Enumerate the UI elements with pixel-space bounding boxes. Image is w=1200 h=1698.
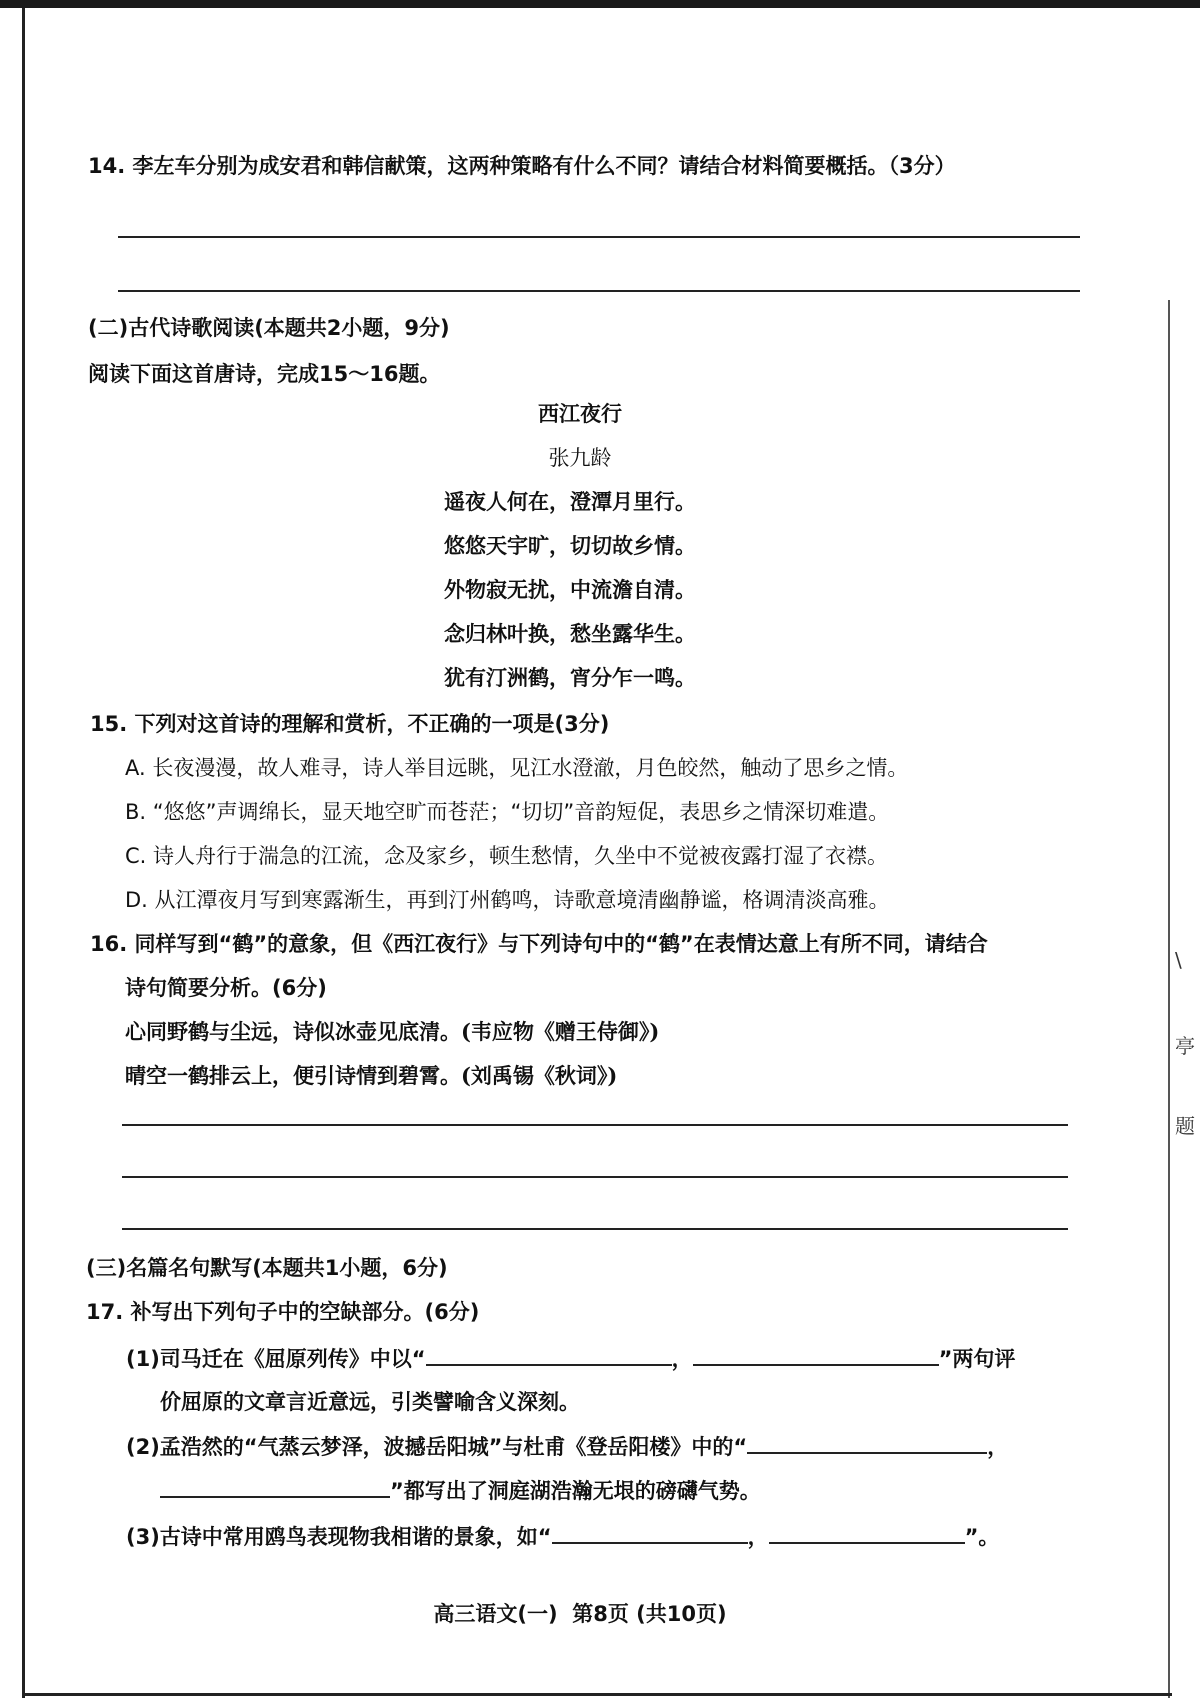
poem-line: 犹有汀洲鹤，宵分乍一鸣。	[444, 665, 696, 690]
fill-blank[interactable]	[552, 1522, 748, 1544]
answer-line[interactable]	[118, 236, 1080, 238]
poem-line: 悠悠天宇旷，切切故乡情。	[444, 533, 696, 558]
question-17-part-1	[126, 1344, 1015, 1373]
answer-line[interactable]	[118, 290, 1080, 292]
part-3-prefix: (3)古诗中常用鸥鸟表现物我相谐的景象，如“	[126, 1525, 552, 1549]
question-15: 15. 下列对这首诗的理解和赏析，不正确的一项是(3分)	[90, 712, 610, 736]
option-d: D. 从江潭夜月写到寒露渐生，再到汀州鹤鸣，诗歌意境清幽静谧，格调清淡高雅。	[125, 888, 890, 912]
question-17-part-1-cont: 价屈原的文章言近意远，引类譬喻含义深刻。	[160, 1390, 580, 1414]
question-17-part-2	[126, 1432, 1008, 1461]
poem-author: 张九龄	[548, 446, 612, 470]
question-17-part-3	[126, 1522, 999, 1551]
fill-blank[interactable]	[160, 1476, 390, 1498]
question-14: 14. 李左车分别为成安君和韩信献策，这两种策略有什么不同？请结合材料简要概括。（3分）	[88, 154, 956, 178]
part-2-suffix: ”都写出了洞庭湖浩瀚无垠的磅礴气势。	[390, 1479, 761, 1503]
answer-line[interactable]	[122, 1176, 1068, 1178]
blank-separator: ，	[987, 1435, 1009, 1459]
question-16-cont: 诗句简要分析。(6分)	[125, 976, 327, 1000]
scan-left-border	[22, 8, 25, 1698]
answer-line[interactable]	[122, 1124, 1068, 1126]
question-17-part-2-cont	[160, 1476, 761, 1505]
scan-top-border	[0, 0, 1200, 8]
poem-line: 念归林叶换，愁坐露华生。	[444, 621, 696, 646]
blank-separator: ，	[671, 1347, 693, 1371]
scan-bottom-border	[22, 1693, 1172, 1696]
page-footer: 高三语文(一) 第8页 (共10页)	[433, 1602, 727, 1626]
question-16: 16. 同样写到“鹤”的意象，但《西江夜行》与下列诗句中的“鹤”在表情达意上有所不同，请结合	[90, 932, 988, 956]
poem-line: 外物寂无扰，中流澹自清。	[444, 577, 696, 602]
fill-blank[interactable]	[747, 1432, 987, 1454]
fill-blank[interactable]	[426, 1344, 672, 1366]
scan-right-edge	[1168, 300, 1170, 1698]
poem-line: 遥夜人何在，澄潭月里行。	[444, 489, 696, 514]
option-b: B. “悠悠”声调绵长，显天地空旷而苍茫；“切切”音韵短促，表思乡之情深切难遣。	[125, 800, 890, 824]
answer-line[interactable]	[122, 1228, 1068, 1230]
option-a: A. 长夜漫漫，故人难寻，诗人举目远眺，见江水澄澈，月色皎然，触动了思乡之情。	[125, 756, 909, 780]
fill-blank[interactable]	[693, 1344, 939, 1366]
section-2-heading: (二)古代诗歌阅读(本题共2小题，9分)	[88, 316, 450, 340]
part-2-prefix: (2)孟浩然的“气蒸云梦泽，波撼岳阳城”与杜甫《登岳阳楼》中的“	[126, 1435, 748, 1459]
option-c: C. 诗人舟行于湍急的江流，念及家乡，顿生愁情，久坐中不觉被夜露打湿了衣襟。	[125, 844, 889, 868]
margin-mark-1: \	[1175, 948, 1182, 972]
part-1-prefix: (1)司马迁在《屈原列传》中以“	[126, 1347, 426, 1371]
margin-mark-2: 亭	[1175, 1034, 1195, 1058]
part-1-suffix: ”两句评	[938, 1347, 1016, 1371]
margin-mark-3: 题	[1175, 1114, 1195, 1138]
blank-separator: ，	[747, 1525, 769, 1549]
section-3-heading: (三)名篇名句默写(本题共1小题，6分)	[86, 1256, 448, 1280]
question-17: 17. 补写出下列句子中的空缺部分。(6分)	[86, 1300, 480, 1324]
quote-wei-yingwu: 心同野鹤与尘远，诗似冰壶见底清。(韦应物《赠王侍御》)	[125, 1019, 660, 1044]
poem-title: 西江夜行	[538, 402, 622, 426]
part-3-suffix: ”。	[964, 1525, 1000, 1549]
fill-blank[interactable]	[769, 1522, 965, 1544]
quote-liu-yuxi: 晴空一鹤排云上，便引诗情到碧霄。(刘禹锡《秋词》)	[125, 1063, 618, 1088]
section-2-instruction: 阅读下面这首唐诗，完成15～16题。	[88, 362, 441, 386]
